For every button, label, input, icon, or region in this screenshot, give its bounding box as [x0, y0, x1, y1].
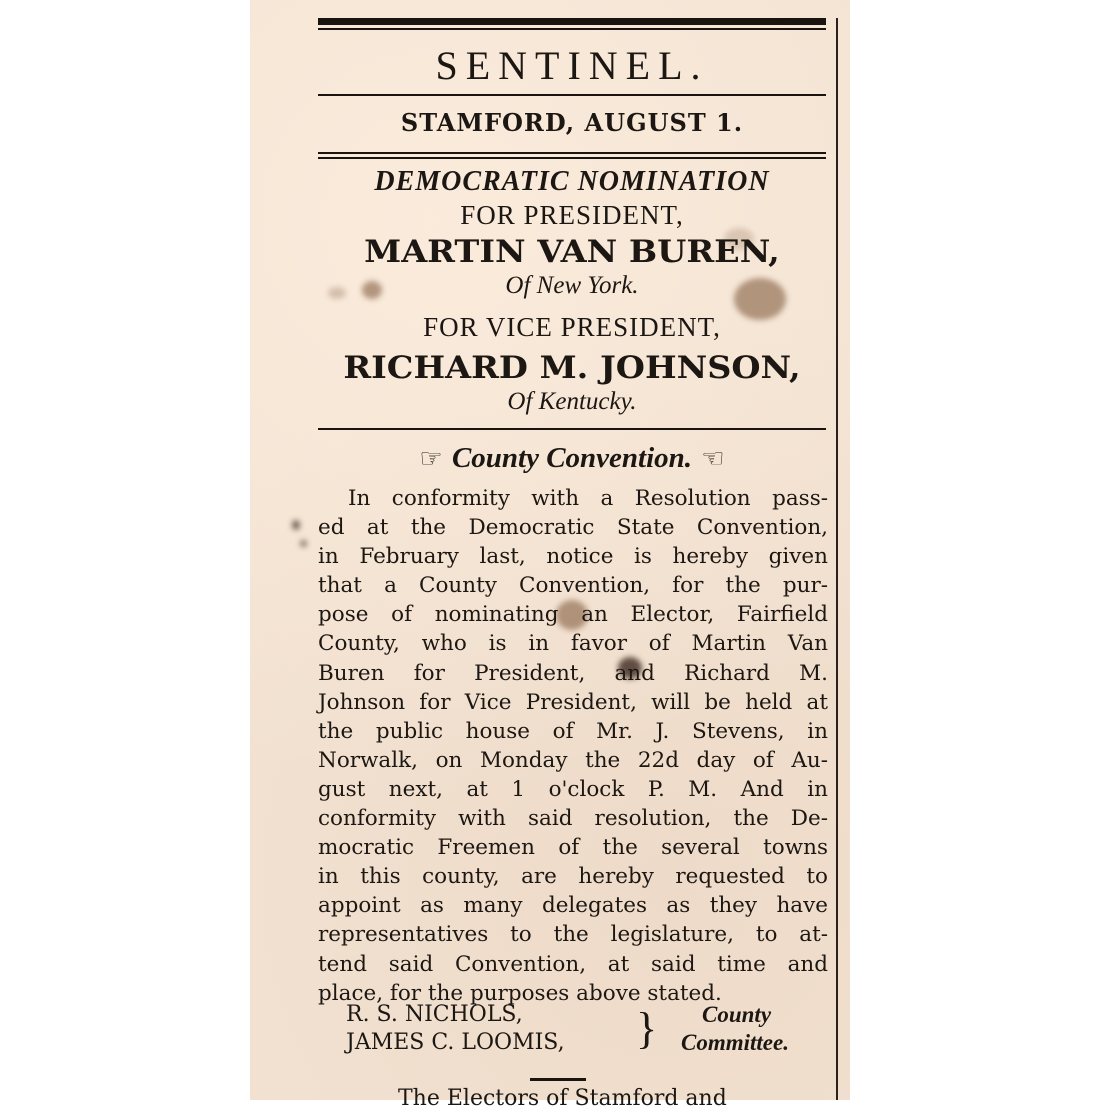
body-line: Buren for President, and Richard M.	[318, 660, 828, 686]
body-line: the public house of Mr. J. Stevens, in	[318, 718, 828, 744]
committee-line-1: County	[702, 1002, 772, 1027]
body-line: mocratic Freemen of the several towns	[318, 835, 828, 861]
body-line: conformity with said resolution, the De-	[318, 806, 828, 832]
body-line: that a County Convention, for the pur-	[318, 573, 828, 599]
notice-title-row	[318, 440, 826, 475]
body-line: In conformity with a Resolution pass-	[348, 486, 828, 511]
next-article-fragment: The Electors of Stamford and	[398, 1086, 727, 1111]
body-line: ed at the Democratic State Convention,	[318, 515, 828, 541]
top-rule-thin	[318, 28, 826, 30]
stain	[300, 540, 307, 547]
signatory: R. S. NICHOLS,	[346, 1002, 523, 1027]
adjacent-column-fragment	[842, 0, 850, 1100]
signatory: JAMES C. LOOMIS,	[346, 1030, 565, 1055]
president-state: Of New York.	[505, 272, 639, 299]
body-line: Johnson for Vice President, will be held at	[318, 689, 828, 715]
rule	[318, 152, 826, 154]
body-line: gust next, at 1 o'clock P. M. And in	[318, 776, 828, 802]
body-line: appoint as many delegates as they have	[318, 893, 828, 919]
pointing-hand-right-icon: ☞	[419, 444, 443, 474]
body-line: pose of nominating an Elector, Fairfield	[318, 602, 828, 628]
masthead-title: SENTINEL.	[435, 43, 709, 88]
article-column	[318, 0, 828, 1111]
notice-body	[318, 484, 828, 1008]
body-line: in February last, notice is hereby given	[318, 544, 828, 570]
section-divider	[530, 1078, 586, 1081]
body-line: tend said Convention, at said time and	[318, 951, 828, 977]
top-rule-thick	[318, 18, 826, 25]
body-line: place, for the purposes above stated.	[318, 980, 722, 1006]
notice-title: County Convention.	[451, 442, 693, 474]
body-line: County, who is in favor of Martin Van	[318, 631, 828, 657]
dateline: STAMFORD, AUGUST 1.	[400, 108, 744, 137]
rule	[318, 428, 826, 430]
vice-president-state: Of Kentucky.	[507, 388, 637, 415]
vice-president-name: RICHARD M. JOHNSON,	[343, 350, 801, 386]
body-line: Norwalk, on Monday the 22d day of Au-	[318, 747, 828, 773]
pointing-hand-left-icon: ☜	[701, 444, 725, 474]
nomination-heading: DEMOCRATIC NOMINATION	[374, 166, 770, 197]
rule	[318, 157, 826, 159]
body-line: in this county, are hereby requested to	[318, 864, 828, 890]
president-name: MARTIN VAN BUREN,	[364, 234, 780, 270]
body-line: representatives to the legislature, to at-	[318, 922, 828, 948]
column-divider	[836, 18, 838, 1100]
rule	[318, 94, 826, 96]
stain	[292, 520, 300, 530]
president-label: FOR PRESIDENT,	[460, 200, 684, 230]
brace: }	[636, 1004, 658, 1053]
committee-line-2: Committee.	[681, 1030, 789, 1055]
vice-president-label: FOR VICE PRESIDENT,	[423, 312, 721, 342]
